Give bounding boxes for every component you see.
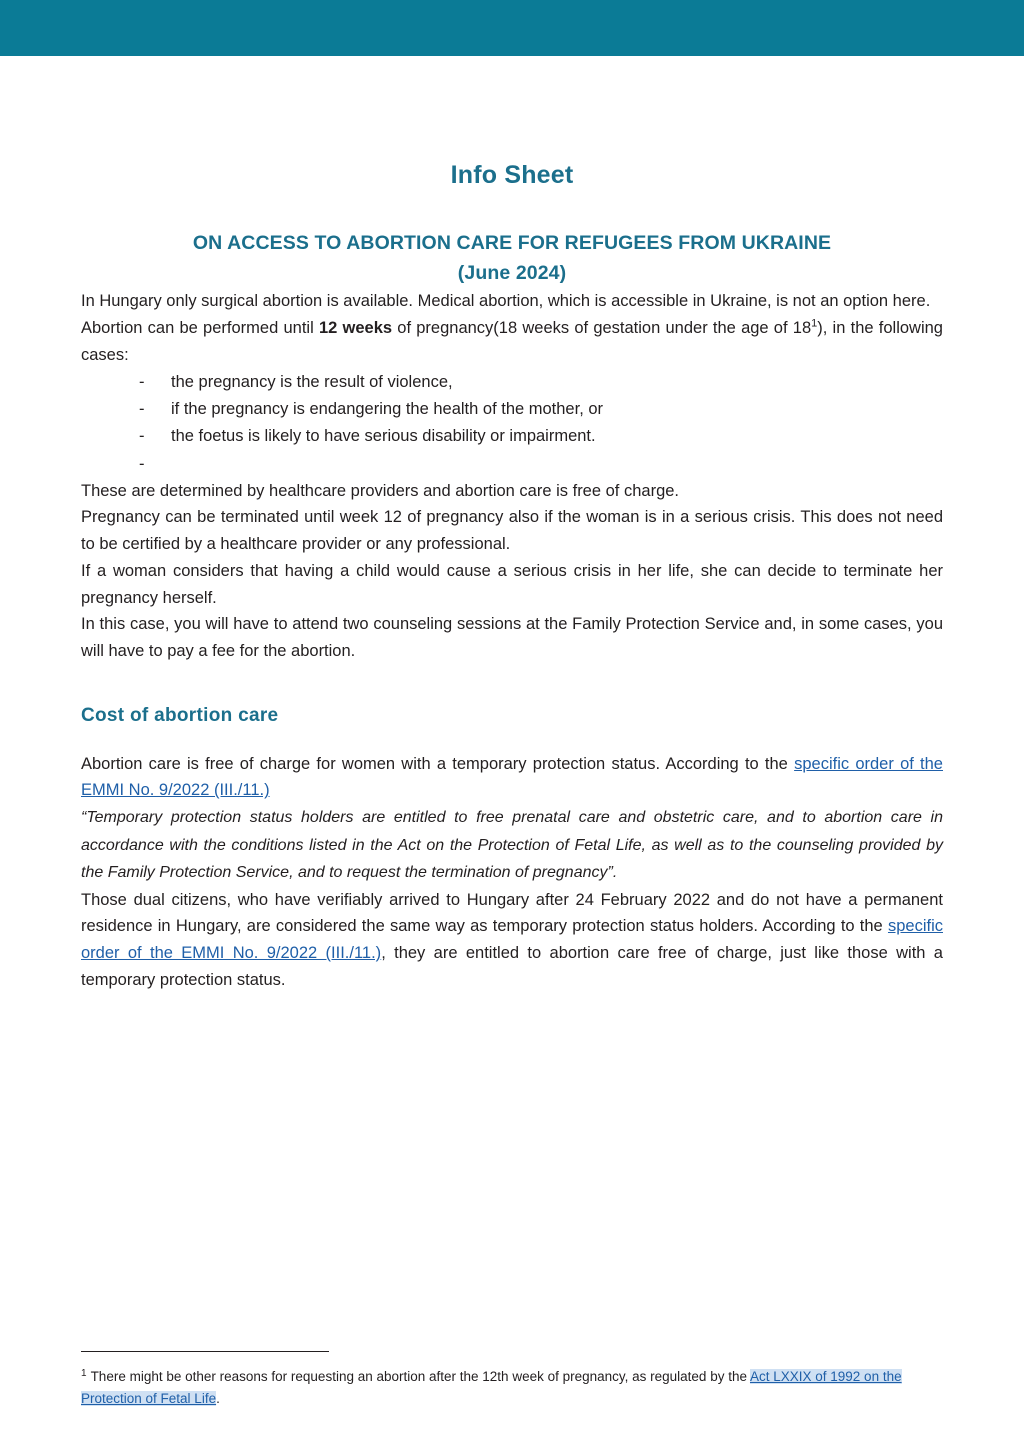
- self-decision-text: If a woman considers that having a child would cause a serious crisis in her life, she can decide to terminate her pregnancy herself.: [81, 561, 943, 607]
- quote-text: “Temporary protection status holders are entitled to free prenatal care and obstetric care, and to abortion care in accordance with the conditions listed in the Act on the Protection of Fetal Life, as well as to the counseling provided by the Family Protection Service, and to request the termination of pregnancy”.: [81, 809, 943, 882]
- paragraph-counseling: [81, 611, 943, 664]
- paragraph-determination: [81, 478, 943, 505]
- link-emmi-order-1[interactable]: specific order of the EMMI No. 9/2022 (III./11.): [81, 754, 943, 800]
- footnote-area: [0, 1351, 1024, 1410]
- conditions-text-part1: Abortion can be performed until: [81, 319, 319, 338]
- dual-citizens-text-part2: , they are entitled to abortion care free of charge, just like those with a temporary protection status.: [81, 944, 943, 989]
- weeks-limit-emphasis: 12 weeks: [318, 319, 393, 338]
- subtitle-line-2: (June 2024): [457, 262, 567, 285]
- footnote-1: [81, 1366, 943, 1410]
- crisis-text: Pregnancy can be terminated until week 12 of pregnancy also if the woman is in a serious crisis. This does not need to be certified by a healthcare provider or any professional.: [81, 508, 943, 554]
- footnote-text-part1: There might be other reasons for requesting an abortion after the 12th week of pregnancy, as regulated by the: [90, 1369, 750, 1384]
- quoted-regulation: [81, 804, 943, 887]
- footnote-separator: [81, 1351, 329, 1352]
- cost-text-part1: Abortion care is free of charge for women with a temporary protection status. According to the: [81, 754, 795, 773]
- paragraph-conditions: [81, 315, 943, 368]
- page-title: Info Sheet: [450, 161, 574, 189]
- document-page: [0, 56, 1024, 994]
- list-item: - the pregnancy is the result of violence,: [139, 369, 943, 396]
- section-heading-cost: Cost of abortion care: [81, 704, 279, 726]
- conditions-text-part2: of pregnancy(18 weeks of gestation under the age of 18: [392, 319, 812, 338]
- footnote-inner: [81, 1351, 943, 1410]
- paragraph-intro-text: In Hungary only surgical abortion is available. Medical abortion, which is accessible in Ukraine, is not an option here.: [81, 292, 931, 311]
- determination-text: These are determined by healthcare providers and abortion care is free of charge.: [81, 481, 680, 500]
- footnote-reference[interactable]: 1: [811, 317, 818, 330]
- link-emmi-order-2[interactable]: specific order of the EMMI No. 9/2022 (III./11.): [81, 917, 943, 963]
- footnote-marker: 1: [81, 1367, 87, 1379]
- footnote-text-part2: .: [216, 1390, 220, 1406]
- link-act-lxxix[interactable]: Act LXXIX of 1992 on the Protection of Fetal Life: [81, 1369, 902, 1406]
- paragraph-crisis: [81, 504, 943, 557]
- list-item: - if the pregnancy is endangering the health of the mother, or: [139, 396, 943, 423]
- list-item: - the foetus is likely to have serious disability or impairment.: [139, 423, 943, 450]
- document-subtitle: [81, 228, 943, 288]
- subtitle-line-1: ON ACCESS TO ABORTION CARE FOR REFUGEES FROM UKRAINE: [192, 232, 832, 254]
- conditions-list: [81, 369, 943, 478]
- paragraph-intro: [81, 288, 943, 315]
- top-banner-bar: [0, 0, 1024, 56]
- conditions-text-part3: ), in the following cases:: [81, 319, 943, 364]
- document-content: [81, 56, 943, 994]
- paragraph-self-decision: [81, 558, 943, 611]
- counseling-text: In this case, you will have to attend two counseling sessions at the Family Protection Service and, in some cases, you will have to pay a fee for the abortion.: [81, 615, 943, 661]
- paragraph-dual-citizens: [81, 887, 943, 994]
- paragraph-cost: [81, 751, 943, 804]
- dual-citizens-text-part1: Those dual citizens, who have verifiably arrived to Hungary after 24 February 2022 and do not have a permanent residence in Hungary, are considered the same way as temporary protection status holders. According to the: [81, 890, 943, 936]
- list-item: [139, 451, 943, 478]
